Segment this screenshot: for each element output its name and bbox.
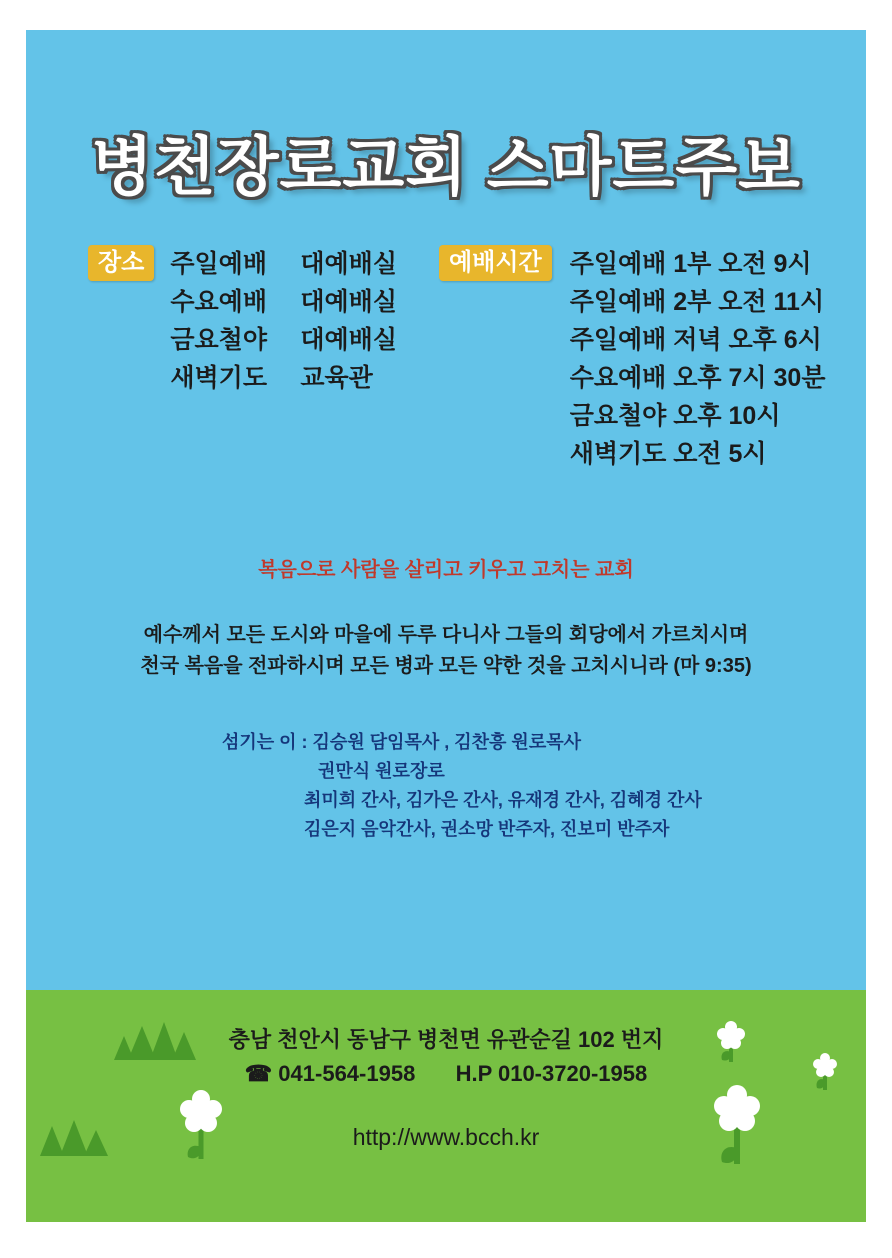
staff-line: 김은지 음악간사, 권소망 반주자, 진보미 반주자 xyxy=(304,819,670,840)
footer-band xyxy=(26,990,866,1222)
slogan-text: 복음으로 사람을 살리고 키우고 고치는 교회 xyxy=(258,559,634,581)
place-row-value: 교육관 xyxy=(300,364,373,392)
place-row-label: 주일예배 xyxy=(170,250,267,278)
page-title: 병천장로교회 스마트주보 xyxy=(91,131,801,203)
verse-line: 천국 복음을 전파하시며 모든 병과 모든 약한 것을 고치시니라 (마 9:35) xyxy=(140,655,752,677)
poster-canvas xyxy=(26,30,866,1222)
place-column xyxy=(88,245,397,473)
church-address: 충남 천안시 동남구 병천면 유관순길 102 번지 xyxy=(228,1027,664,1052)
place-badge: 장소 xyxy=(88,245,154,281)
time-rows xyxy=(570,245,826,473)
mountain-icon xyxy=(114,1018,196,1060)
mobile-label: H.P xyxy=(455,1060,492,1086)
flower-icon xyxy=(714,1082,760,1168)
mobile-number: 010-3720-1958 xyxy=(497,1060,648,1086)
staff-line: 권만식 원로장로 xyxy=(318,761,445,782)
time-row: 수요예배 오후 7시 30분 xyxy=(569,364,826,392)
flower-icon xyxy=(716,1020,746,1064)
place-rows xyxy=(170,245,397,397)
phone-icon: ☎ xyxy=(244,1060,273,1086)
staff-line: 최미희 간사, 김가은 간사, 유재경 간사, 김혜경 간사 xyxy=(304,790,702,811)
phone-number: 041-564-1958 xyxy=(278,1060,416,1086)
info-section xyxy=(88,199,866,473)
website-link[interactable]: http://www.bcch.kr xyxy=(352,1123,540,1150)
place-row-value: 대예배실 xyxy=(300,288,397,316)
place-row-label: 수요예배 xyxy=(170,288,267,316)
verse-line: 예수께서 모든 도시와 마을에 두루 다니사 그들의 회당에서 가르치시며 xyxy=(143,624,749,646)
place-row xyxy=(170,359,397,397)
staff-line: 섬기는 이 : 김승원 담임목사 , 김찬흥 원로목사 xyxy=(222,732,581,752)
time-row: 주일예배 1부 오전 9시 xyxy=(569,250,812,278)
place-row-label: 새벽기도 xyxy=(170,364,267,392)
bible-verse xyxy=(26,620,866,682)
mountain-icon xyxy=(40,1116,118,1156)
place-row-label: 금요철야 xyxy=(170,326,267,354)
place-row xyxy=(170,245,397,283)
place-row xyxy=(170,283,397,321)
staff-list xyxy=(26,728,866,845)
time-row: 주일예배 저녁 오후 6시 xyxy=(569,326,822,354)
time-row: 새벽기도 오전 5시 xyxy=(569,440,767,468)
place-row-value: 대예배실 xyxy=(300,326,397,354)
place-row xyxy=(170,321,397,359)
title-area xyxy=(26,30,866,203)
flower-icon xyxy=(178,1085,224,1163)
time-column xyxy=(439,245,826,473)
time-row: 주일예배 2부 오전 11시 xyxy=(569,288,825,316)
time-badge: 예배시간 xyxy=(439,245,552,281)
place-row-value: 대예배실 xyxy=(300,250,397,278)
flower-icon xyxy=(812,1052,838,1092)
time-row: 금요철야 오후 10시 xyxy=(569,402,781,430)
